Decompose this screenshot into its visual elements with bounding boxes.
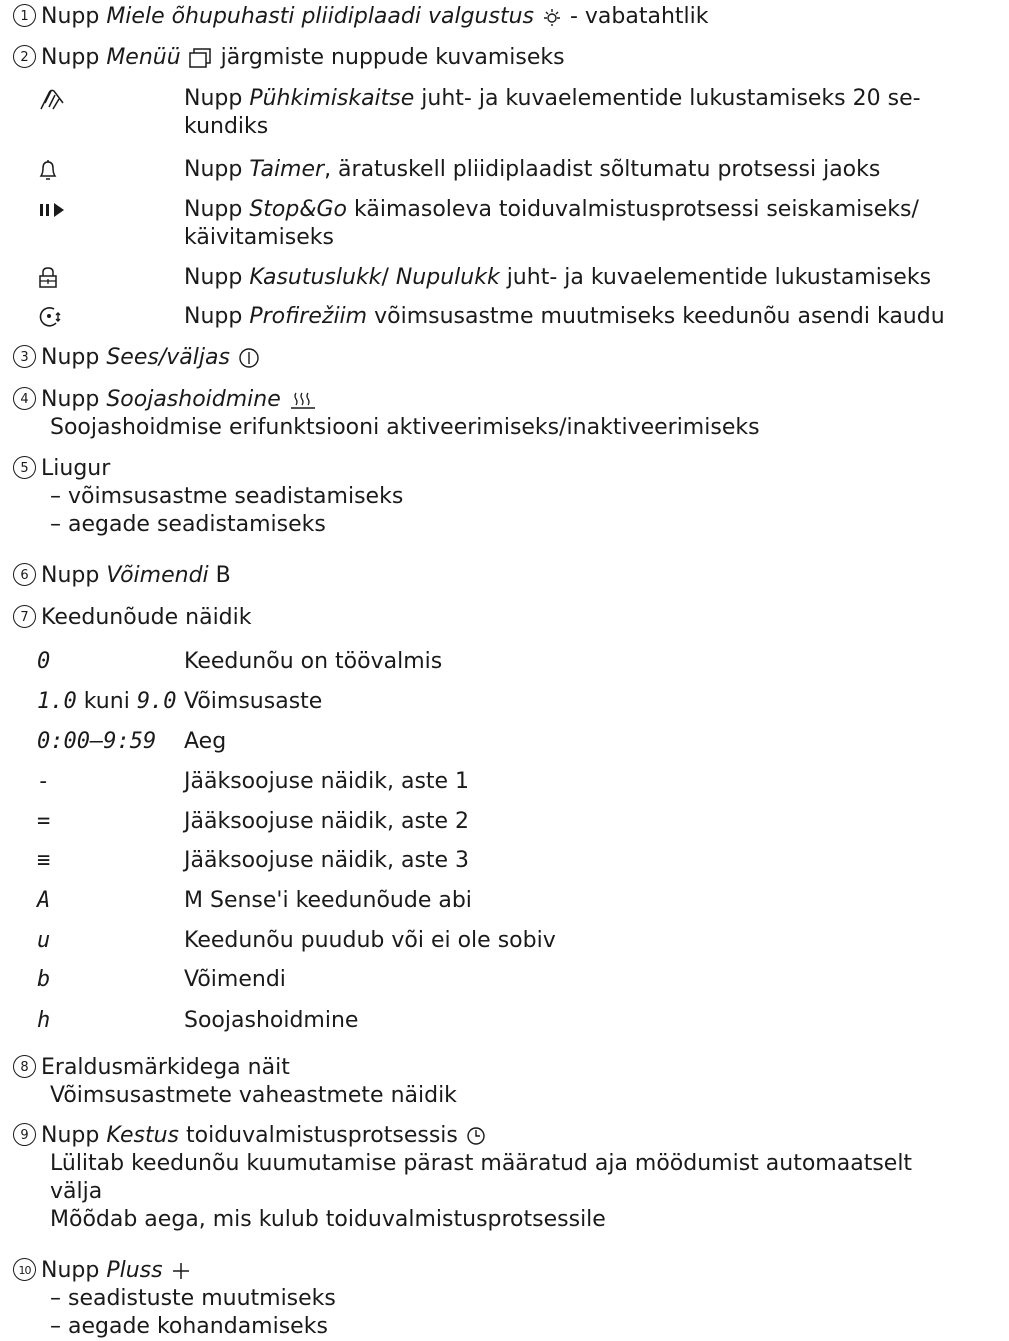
lock-icon — [37, 265, 59, 291]
bell-icon — [37, 157, 59, 183]
item-1: 1 Nupp Miele õhupuhasti pliidiplaadi valgustus - vabatahtlik — [13, 3, 709, 31]
callout-number: 6 — [13, 563, 36, 586]
callout-number: 8 — [13, 1055, 36, 1078]
menu-item-profi: Nupp Profirežiim võimsusastme muutmiseks keedunõu asendi kaudu — [37, 303, 997, 331]
display-symbols-list — [37, 648, 997, 1047]
profi-mode-icon — [37, 304, 63, 330]
display-row: = Jääksoojuse näidik, aste 2 — [37, 809, 470, 834]
menu-item-lock: Nupp Kasutuslukk/ Nupulukk juht- ja kuvaelementide lukustamiseks — [37, 264, 997, 292]
item-5: 5 Liugur – võimsusastme seadistamiseks – aegade seadistamiseks — [13, 455, 403, 539]
callout-number: 9 — [13, 1123, 36, 1146]
callout-number: 5 — [13, 456, 36, 479]
plus-icon — [170, 1260, 192, 1282]
menu-item-stop-go: Nupp Stop&Go käimasoleva toiduvalmistusprotsessi seiskamiseks/ käivitamiseks — [37, 196, 997, 252]
item-2: 2 Nupp Menüü järgmiste nuppude kuvamiseks — [13, 44, 565, 72]
callout-number: 3 — [13, 345, 36, 368]
menu-icon — [188, 47, 214, 69]
display-row: 0:00–9:59 Aeg — [37, 729, 227, 754]
light-icon — [541, 6, 563, 28]
callout-number: 10 — [13, 1258, 36, 1281]
menu-item-wipe-protection: Nupp Pühkimiskaitse juht- ja kuvaelementide lukustamiseks 20 se- kundiks — [37, 85, 997, 141]
stop-go-icon — [37, 199, 71, 221]
display-row: h Soojashoidmine — [37, 1008, 359, 1033]
callout-number: 1 — [13, 4, 36, 27]
item-10: 10 Nupp Pluss – seadistuste muutmiseks – aegade kohandamiseks — [13, 1257, 336, 1341]
display-row: 1.0 kuni 9.0 Võimsusaste — [37, 689, 323, 714]
display-row: u Keedunõu puudub või ei ole sobiv — [37, 928, 556, 953]
wipe-protection-icon — [37, 85, 67, 113]
item-7: 7 Keedunõude näidik — [13, 604, 252, 632]
menu-item-timer: Nupp Taimer, äratuskell pliidiplaadist sõltumatu protsessi jaoks — [37, 156, 997, 184]
item-6: 6 Nupp Võimendi B — [13, 562, 231, 590]
display-row: 0 Keedunõu on töövalmis — [37, 649, 443, 674]
item-4: 4 Nupp Soojashoidmine Soojashoidmise erifunktsiooni aktiveerimiseks/inaktiveerimiseks — [13, 386, 760, 442]
display-row: - Jääksoojuse näidik, aste 1 — [37, 769, 470, 794]
keep-warm-icon — [288, 389, 318, 411]
callout-number: 7 — [13, 605, 36, 628]
item-3: 3 Nupp Sees/väljas — [13, 344, 261, 372]
callout-number: 2 — [13, 45, 36, 68]
display-row: ≡ Jääksoojuse näidik, aste 3 — [37, 848, 470, 873]
display-row: b Võimendi — [37, 967, 286, 992]
power-icon — [237, 346, 261, 370]
clock-icon — [465, 1125, 487, 1147]
callout-number: 4 — [13, 387, 36, 410]
display-row: A M Sense'i keedunõude abi — [37, 888, 472, 913]
item-9: 9 Nupp Kestus toiduvalmistusprotsessis Lülitab keedunõu kuumutamise pärast määratud aja möödumist automaatselt välja Mõõdab aega, mis kulub toiduvalmistusprotsessile — [13, 1122, 1003, 1234]
item-8: 8 Eraldusmärkidega näit Võimsusastmete vaheastmete näidik — [13, 1054, 457, 1110]
